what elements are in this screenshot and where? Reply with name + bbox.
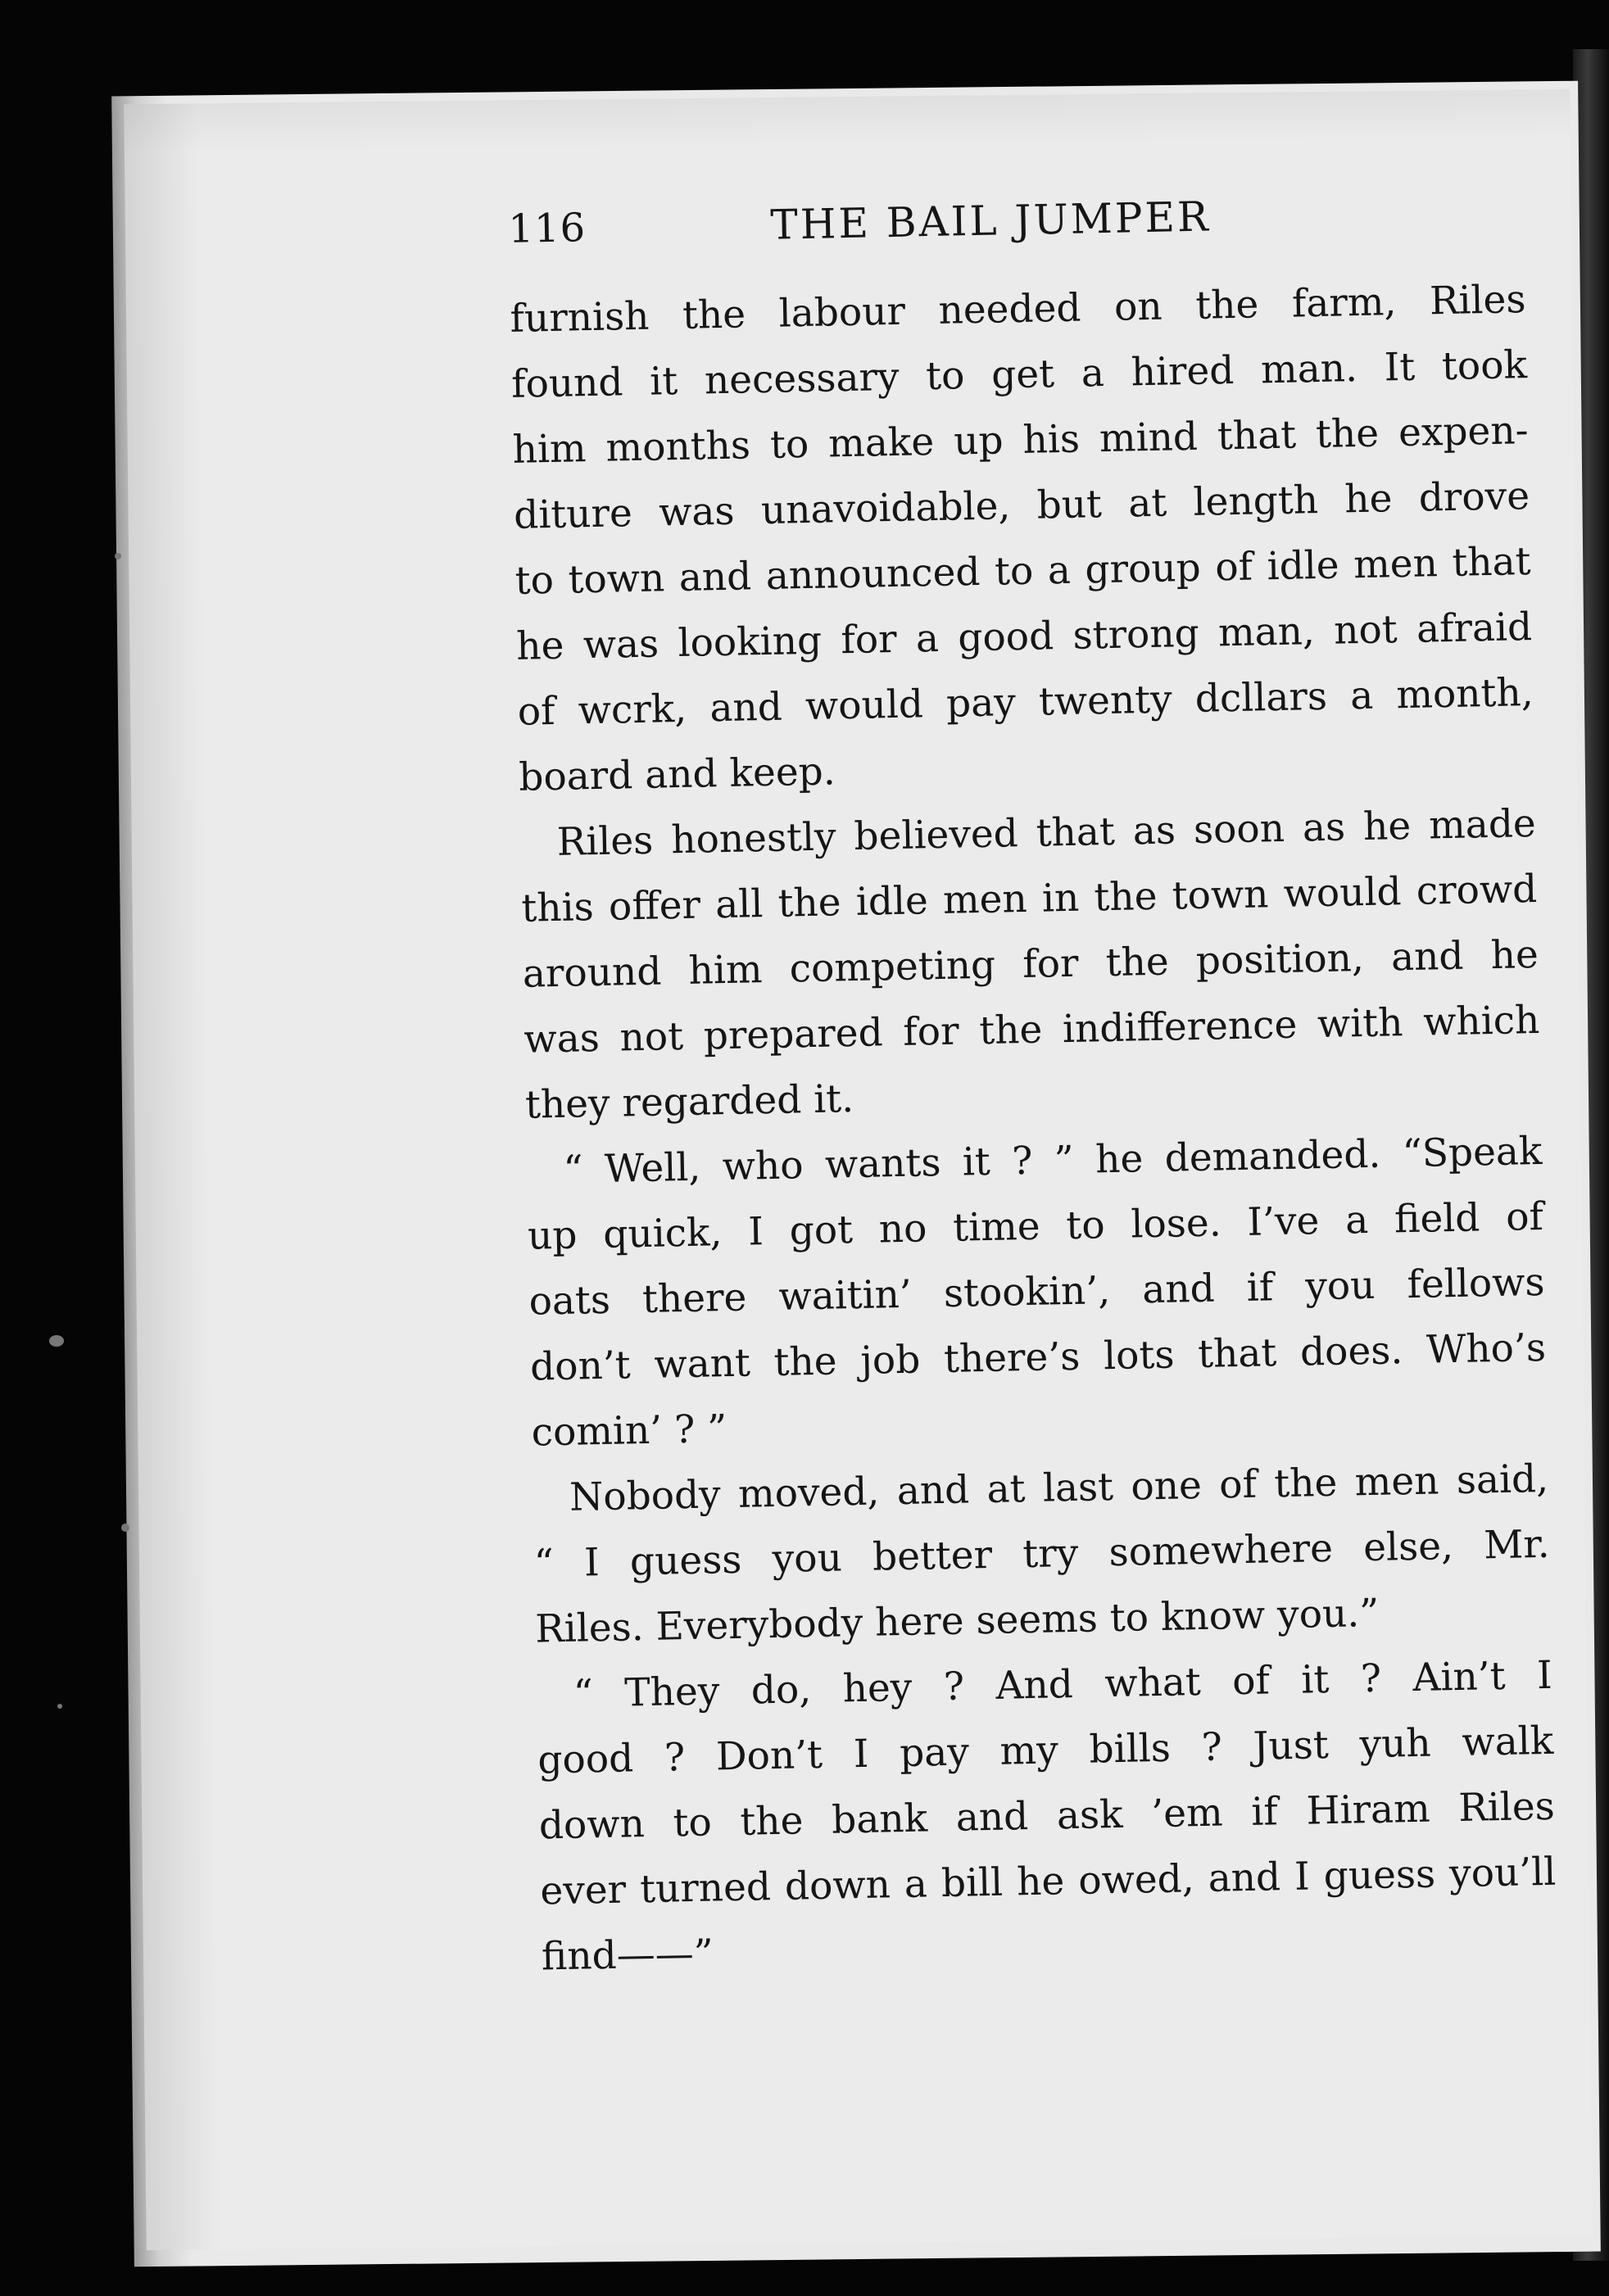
text-line: oats there waitin’ stookin’, and if you fellows bbox=[528, 1259, 1545, 1325]
text-line: around him competing for the position, and he bbox=[522, 931, 1539, 997]
text-line: this offer all the idle men in the town would crowd bbox=[520, 866, 1538, 931]
text-line: to town and announced to a group of idle men that bbox=[514, 539, 1532, 604]
text-line: board and keep. bbox=[518, 749, 836, 800]
running-title: THE BAIL JUMPER bbox=[769, 192, 1212, 249]
text-line: ever turned down a bill he owed, and I guess you’ll bbox=[539, 1849, 1557, 1914]
text-line: found it necessary to get a hired man. It took bbox=[510, 342, 1528, 407]
text-line: don’t want the job there’s lots that does. Who’s bbox=[529, 1325, 1547, 1390]
text-line: he was looking for a good strong man, not afraid bbox=[515, 605, 1533, 669]
text-line: up quick, I got no time to lose. I’ve a field of bbox=[527, 1193, 1544, 1259]
text-line: Riles honestly believed that as soon as he made bbox=[556, 800, 1537, 865]
text-line: they regarded it. bbox=[524, 1076, 854, 1128]
dust-speck bbox=[121, 1524, 129, 1532]
text-block bbox=[377, 187, 1557, 1992]
paragraph-1 bbox=[510, 267, 1534, 810]
paragraph-2 bbox=[519, 791, 1540, 1139]
text-line: “ They do, hey ? And what of it ? Ain’t I bbox=[573, 1652, 1553, 1717]
text-line: was not prepared for the indifference with which bbox=[523, 997, 1540, 1062]
text-line: comin’ ? ” bbox=[531, 1406, 727, 1456]
dust-speck bbox=[115, 553, 121, 559]
text-line: diture was unavoidable, but at length he drove bbox=[513, 473, 1530, 538]
text-line: of wcrk, and would pay twenty dcllars a month, bbox=[517, 670, 1534, 735]
text-line: “ Well, who wants it ? ” he demanded. “Speak bbox=[563, 1128, 1543, 1193]
dust-speck bbox=[57, 1704, 62, 1709]
text-line: down to the bank and ask ’em if Hiram Riles bbox=[538, 1783, 1556, 1849]
text-line: Nobody moved, and at last one of the men said, bbox=[569, 1456, 1549, 1520]
text-line: furnish the labour needed on the farm, Riles bbox=[510, 277, 1526, 342]
text-line: find——” bbox=[541, 1931, 714, 1980]
page-number: 116 bbox=[507, 205, 587, 252]
paragraph-4 bbox=[532, 1447, 1551, 1663]
paragraph-5 bbox=[536, 1643, 1557, 1990]
dust-speck bbox=[49, 1335, 64, 1347]
text-line: him months to make up his mind that the expen- bbox=[512, 408, 1529, 473]
text-line: Riles. Everybody here seems to know you.” bbox=[534, 1590, 1380, 1652]
text-line: good ? Don’t I pay my bills ? Just yuh walk bbox=[537, 1718, 1554, 1783]
paragraph-3 bbox=[526, 1119, 1547, 1466]
text-line: “ I guess you better try somewhere else, Mr. bbox=[533, 1521, 1551, 1587]
